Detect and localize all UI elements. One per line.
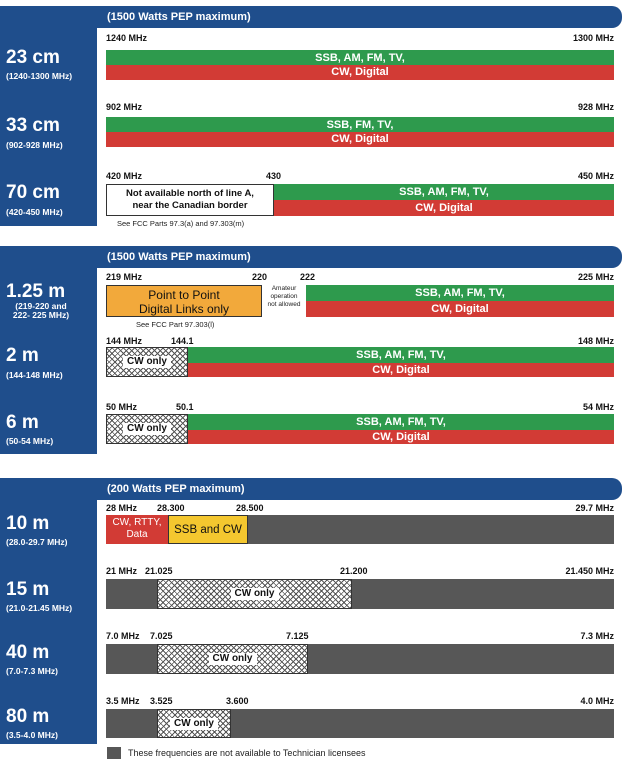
ssb-cw-segment [168, 515, 248, 544]
freq-end-33cm: 928 MHz [577, 102, 614, 112]
freq-end-70cm: 450 MHz [577, 171, 614, 181]
freq-mid2-40m: 7.125 [286, 631, 309, 641]
freq-mid1-10m: 28.300 [157, 503, 185, 513]
band-name-33cm: 33 cm [6, 115, 60, 136]
freq-mid1-15m: 21.025 [145, 566, 173, 576]
cw-rtty-line1: CW, RTTY, [112, 517, 162, 528]
cw-rtty-line2: Data [126, 529, 148, 540]
freq-start-80m: 3.5 MHz [106, 696, 140, 706]
modes-phone-1-25m: SSB, AM, FM, TV, [306, 285, 614, 301]
freq-start-15m: 21 MHz [106, 566, 138, 576]
freq-mid2-10m: 28.500 [236, 503, 264, 513]
freq-start-1-25m: 219 MHz [106, 272, 143, 282]
band-name-6m: 6 m [6, 412, 39, 433]
fcc-note-70cm: See FCC Parts 97.3(a) and 97.303(m) [117, 219, 245, 228]
modes-cw-33cm: CW, Digital [106, 132, 614, 147]
freq-mid-2m: 144.1 [171, 336, 194, 346]
gap-note-line2: operation [270, 293, 298, 300]
band-range-1-25m-line2: 222- 225 MHz) [12, 310, 70, 320]
freq-mid2-1-25m: 222 [300, 272, 316, 282]
band-name-70cm: 70 cm [6, 182, 60, 203]
cw-segment-15m [157, 579, 352, 609]
cw-only-label-6m: CW only [123, 423, 171, 435]
unavailable-text-line1: Not available north of line A, [126, 188, 254, 199]
cw-segment-6m [106, 414, 188, 444]
legend-swatch [107, 747, 121, 759]
modes-phone-33cm: SSB, FM, TV, [106, 117, 614, 133]
cw-rtty-data-segment [106, 515, 168, 544]
freq-mid-70cm: 430 [266, 171, 282, 181]
vhf-power-limit: (1500 Watts PEP maximum) [107, 251, 251, 263]
cw-only-label-40m: CW only [209, 653, 257, 665]
point-to-point-segment [106, 285, 262, 317]
modes-phone-23cm: SSB, AM, FM, TV, [106, 50, 614, 66]
band-range-2m: (144-148 MHz) [6, 370, 63, 380]
freq-end-40m: 7.3 MHz [580, 631, 614, 641]
freq-start-10m: 28 MHz [106, 503, 138, 513]
band-range-40m: (7.0-7.3 MHz) [6, 666, 58, 676]
cw-segment-2m [106, 347, 188, 377]
freq-start-40m: 7.0 MHz [106, 631, 140, 641]
uhf-power-limit: (1500 Watts PEP maximum) [107, 11, 251, 23]
unavailable-segment-10m [248, 515, 614, 544]
band-name-10m: 10 m [6, 513, 50, 534]
modes-cw-23cm: CW, Digital [106, 65, 614, 80]
freq-end-23cm: 1300 MHz [572, 33, 614, 43]
modes-phone-70cm: SSB, AM, FM, TV, [274, 184, 614, 200]
p2p-text-line1: Point to Point [148, 288, 220, 302]
band-range-15m: (21.0-21.45 MHz) [6, 603, 73, 613]
freq-mid1-80m: 3.525 [150, 696, 173, 706]
band-name-80m: 80 m [6, 706, 50, 727]
modes-cw-6m: CW, Digital [188, 430, 614, 444]
freq-mid2-80m: 3.600 [226, 696, 249, 706]
modes-cw-2m: CW, Digital [188, 363, 614, 377]
freq-end-1-25m: 225 MHz [577, 272, 614, 282]
band-name-2m: 2 m [6, 345, 39, 366]
cw-segment-80m [157, 709, 231, 738]
unavailable-text-line2: near the Canadian border [132, 200, 248, 211]
fcc-note-1-25m: See FCC Part 97.303(l) [136, 320, 215, 329]
band-name-15m: 15 m [6, 579, 50, 600]
legend-text: These frequencies are not available to Technician licensees [128, 748, 366, 758]
gap-note-line3: not allowed [267, 301, 301, 308]
freq-end-2m: 148 MHz [577, 336, 614, 346]
ssb-cw-label: SSB and CW [174, 524, 242, 536]
band-range-1-25m-line1: (219-220 and [15, 301, 67, 311]
band-name-40m: 40 m [6, 642, 50, 663]
band-range-80m: (3.5-4.0 MHz) [6, 730, 58, 740]
band-range-70cm: (420-450 MHz) [6, 207, 63, 217]
freq-start-70cm: 420 MHz [106, 171, 143, 181]
hf-power-limit: (200 Watts PEP maximum) [107, 483, 245, 495]
modes-phone-6m: SSB, AM, FM, TV, [188, 414, 614, 430]
band-range-6m: (50-54 MHz) [6, 436, 54, 446]
freq-mid1-40m: 7.025 [150, 631, 173, 641]
freq-start-23cm: 1240 MHz [106, 33, 148, 43]
modes-cw-70cm: CW, Digital [274, 200, 614, 216]
p2p-text-line2: Digital Links only [138, 302, 230, 316]
freq-start-2m: 144 MHz [106, 336, 143, 346]
freq-start-6m: 50 MHz [106, 402, 138, 412]
cw-only-label-2m: CW only [123, 356, 171, 368]
cw-segment-40m [157, 644, 308, 674]
gap-note-line1: Amateur [271, 285, 297, 292]
freq-end-6m: 54 MHz [582, 402, 614, 412]
band-range-23cm: (1240-1300 MHz) [6, 71, 73, 81]
modes-phone-2m: SSB, AM, FM, TV, [188, 347, 614, 363]
cw-only-label-80m: CW only [170, 718, 218, 730]
cw-only-label-15m: CW only [231, 588, 279, 600]
modes-cw-1-25m: CW, Digital [306, 301, 614, 317]
freq-end-80m: 4.0 MHz [580, 696, 614, 706]
freq-mid1-1-25m: 220 [252, 272, 268, 282]
freq-start-33cm: 902 MHz [106, 102, 143, 112]
band-range-33cm: (902-928 MHz) [6, 140, 63, 150]
freq-end-15m: 21.450 MHz [565, 566, 614, 576]
freq-mid2-15m: 21.200 [340, 566, 368, 576]
unavailable-segment-70cm [106, 184, 274, 216]
band-name-1-25m: 1.25 m [6, 281, 66, 302]
band-range-10m: (28.0-29.7 MHz) [6, 537, 68, 547]
band-name-23cm: 23 cm [6, 47, 60, 68]
freq-end-10m: 29.7 MHz [575, 503, 614, 513]
freq-mid-6m: 50.1 [176, 402, 194, 412]
